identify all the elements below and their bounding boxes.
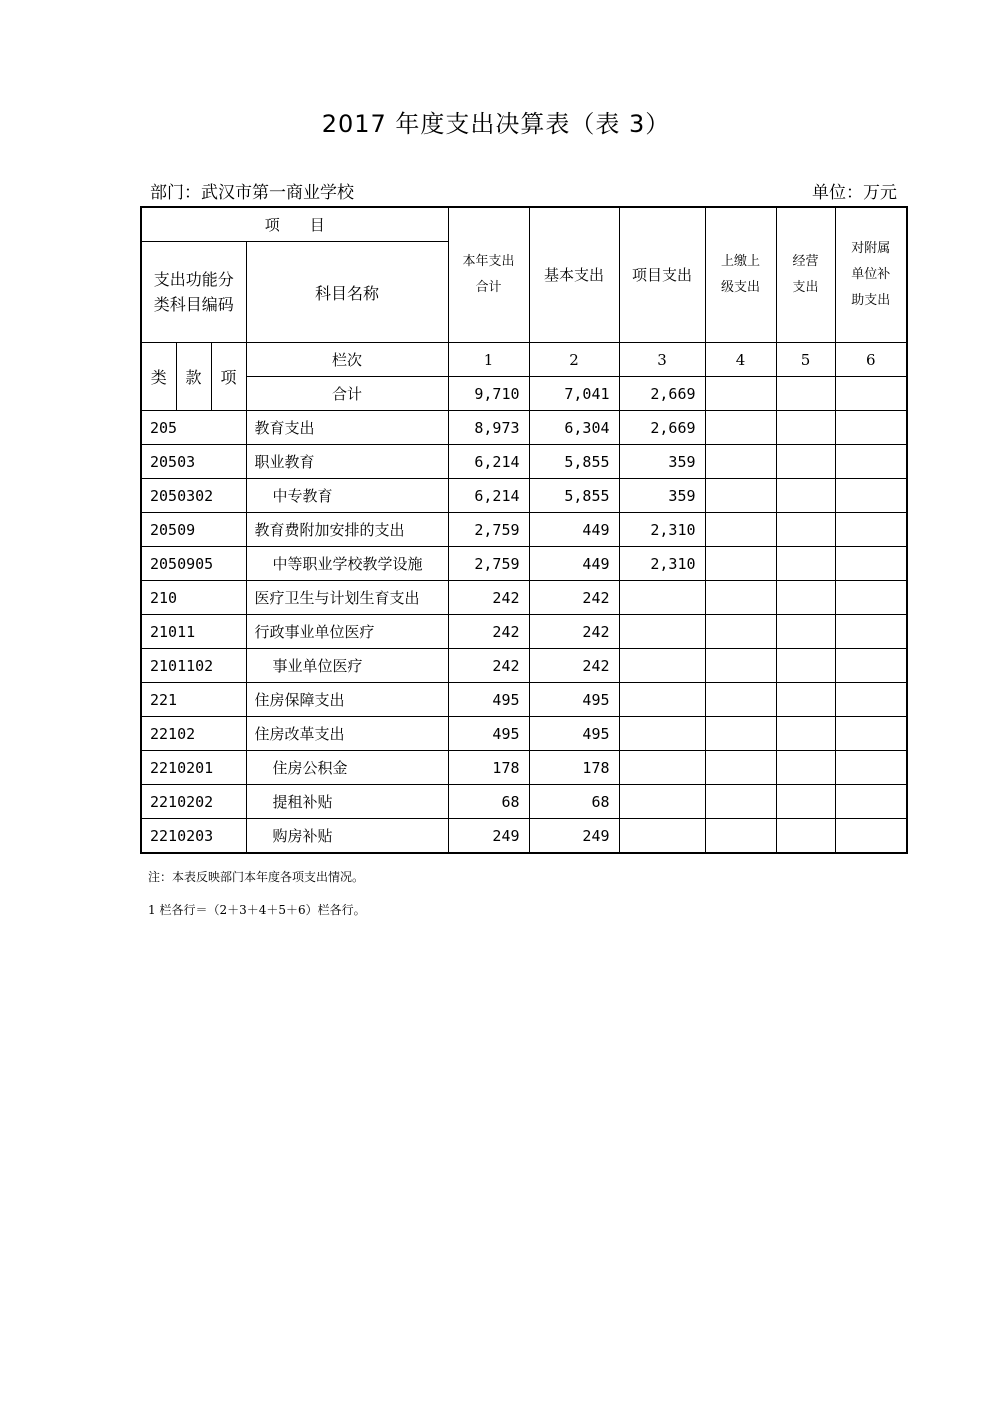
upper-cell xyxy=(705,513,776,547)
basic-cell: 7,041 xyxy=(529,377,619,411)
col-number: 2 xyxy=(529,343,619,377)
total-cell: 495 xyxy=(448,683,529,717)
upper-cell xyxy=(705,649,776,683)
project-cell: 2,310 xyxy=(619,513,705,547)
table-row xyxy=(141,717,907,751)
code-cell: 20503 xyxy=(141,445,246,479)
header-code-group: 支出功能分类科目编码 xyxy=(141,242,246,343)
expenditure-table xyxy=(140,206,908,854)
total-cell: 249 xyxy=(448,819,529,854)
basic-cell: 5,855 xyxy=(529,479,619,513)
total-label: 合计 xyxy=(246,377,448,411)
upper-cell xyxy=(705,479,776,513)
subsidiary-cell xyxy=(835,581,907,615)
basic-cell: 242 xyxy=(529,581,619,615)
total-cell: 9,710 xyxy=(448,377,529,411)
business-cell xyxy=(776,479,835,513)
table-row xyxy=(141,547,907,581)
basic-cell: 249 xyxy=(529,819,619,854)
total-cell: 6,214 xyxy=(448,445,529,479)
subject-name-cell: 教育费附加安排的支出 xyxy=(246,513,448,547)
total-cell: 68 xyxy=(448,785,529,819)
code-cell: 2050302 xyxy=(141,479,246,513)
page-title: 2017 年度支出决算表（表 3） xyxy=(321,110,671,138)
code-cell: 22102 xyxy=(141,717,246,751)
total-cell: 495 xyxy=(448,717,529,751)
project-cell xyxy=(619,649,705,683)
upper-cell xyxy=(705,581,776,615)
project-cell xyxy=(619,581,705,615)
subject-name-cell: 住房保障支出 xyxy=(246,683,448,717)
subject-name-cell: 住房公积金 xyxy=(246,751,448,785)
subsidiary-cell xyxy=(835,513,907,547)
basic-cell: 495 xyxy=(529,683,619,717)
department-label: 部门：武汉市第一商业学校 xyxy=(150,183,354,203)
upper-cell xyxy=(705,785,776,819)
subsidiary-cell xyxy=(835,785,907,819)
upper-cell xyxy=(705,751,776,785)
subsidiary-cell xyxy=(835,411,907,445)
table-row xyxy=(141,785,907,819)
upper-cell xyxy=(705,411,776,445)
upper-cell xyxy=(705,615,776,649)
upper-cell xyxy=(705,377,776,411)
total-cell: 242 xyxy=(448,649,529,683)
subject-name-cell: 教育支出 xyxy=(246,411,448,445)
header-xiang: 项 xyxy=(211,343,246,411)
col-number: 6 xyxy=(835,343,907,377)
header-col-basic: 基本支出 xyxy=(529,207,619,343)
header-kuan: 款 xyxy=(176,343,211,411)
total-cell: 8,973 xyxy=(448,411,529,445)
upper-cell xyxy=(705,717,776,751)
subject-name-cell: 购房补贴 xyxy=(246,819,448,854)
basic-cell: 5,855 xyxy=(529,445,619,479)
project-cell xyxy=(619,717,705,751)
table-row xyxy=(141,819,907,854)
table-row xyxy=(141,411,907,445)
table-row xyxy=(141,445,907,479)
basic-cell: 242 xyxy=(529,615,619,649)
header-col-business: 经营支出 xyxy=(776,207,835,343)
header-lei: 类 xyxy=(141,343,176,411)
header-subject-name: 科目名称 xyxy=(246,242,448,343)
subject-name-cell: 住房改革支出 xyxy=(246,717,448,751)
total-cell: 2,759 xyxy=(448,513,529,547)
basic-cell: 6,304 xyxy=(529,411,619,445)
project-cell xyxy=(619,615,705,649)
subject-name-cell: 医疗卫生与计划生育支出 xyxy=(246,581,448,615)
subject-name-cell: 中专教育 xyxy=(246,479,448,513)
col-number: 3 xyxy=(619,343,705,377)
project-cell xyxy=(619,785,705,819)
business-cell xyxy=(776,649,835,683)
table-row xyxy=(141,479,907,513)
subsidiary-cell xyxy=(835,445,907,479)
subject-name-cell: 提租补贴 xyxy=(246,785,448,819)
project-cell xyxy=(619,683,705,717)
total-cell: 6,214 xyxy=(448,479,529,513)
business-cell xyxy=(776,377,835,411)
table-row xyxy=(141,649,907,683)
subsidiary-cell xyxy=(835,615,907,649)
business-cell xyxy=(776,547,835,581)
subsidiary-cell xyxy=(835,479,907,513)
code-cell: 20509 xyxy=(141,513,246,547)
basic-cell: 449 xyxy=(529,513,619,547)
table-row xyxy=(141,683,907,717)
subsidiary-cell xyxy=(835,547,907,581)
subsidiary-cell xyxy=(835,377,907,411)
subject-name-cell: 行政事业单位医疗 xyxy=(246,615,448,649)
basic-cell: 449 xyxy=(529,547,619,581)
project-cell xyxy=(619,819,705,854)
business-cell xyxy=(776,411,835,445)
unit-label: 单位：万元 xyxy=(812,183,897,203)
business-cell xyxy=(776,785,835,819)
total-cell: 242 xyxy=(448,581,529,615)
business-cell xyxy=(776,513,835,547)
basic-cell: 178 xyxy=(529,751,619,785)
subject-name-cell: 中等职业学校教学设施 xyxy=(246,547,448,581)
subsidiary-cell xyxy=(835,717,907,751)
total-cell: 178 xyxy=(448,751,529,785)
business-cell xyxy=(776,445,835,479)
subsidiary-cell xyxy=(835,649,907,683)
basic-cell: 495 xyxy=(529,717,619,751)
note-line: 1 栏各行＝（2＋3＋4＋5＋6）栏各行。 xyxy=(148,903,366,917)
subject-name-cell: 事业单位医疗 xyxy=(246,649,448,683)
table-row xyxy=(141,581,907,615)
subsidiary-cell xyxy=(835,751,907,785)
upper-cell xyxy=(705,819,776,854)
business-cell xyxy=(776,615,835,649)
basic-cell: 242 xyxy=(529,649,619,683)
header-col-subsidiary: 对附属单位补助支出 xyxy=(835,207,907,343)
upper-cell xyxy=(705,547,776,581)
business-cell xyxy=(776,819,835,854)
business-cell xyxy=(776,751,835,785)
code-cell: 2050905 xyxy=(141,547,246,581)
header-col-upper: 上缴上级支出 xyxy=(705,207,776,343)
subsidiary-cell xyxy=(835,683,907,717)
project-cell: 2,669 xyxy=(619,411,705,445)
code-cell: 2210202 xyxy=(141,785,246,819)
upper-cell xyxy=(705,445,776,479)
code-cell: 2210201 xyxy=(141,751,246,785)
col-number: 1 xyxy=(448,343,529,377)
project-cell: 2,669 xyxy=(619,377,705,411)
project-cell: 359 xyxy=(619,445,705,479)
basic-cell: 68 xyxy=(529,785,619,819)
total-cell: 2,759 xyxy=(448,547,529,581)
col-number: 4 xyxy=(705,343,776,377)
project-cell xyxy=(619,751,705,785)
header-col-project: 项目支出 xyxy=(619,207,705,343)
table-row xyxy=(141,513,907,547)
code-cell: 205 xyxy=(141,411,246,445)
project-cell: 359 xyxy=(619,479,705,513)
table-row xyxy=(141,751,907,785)
subject-name-cell: 职业教育 xyxy=(246,445,448,479)
business-cell xyxy=(776,717,835,751)
code-cell: 210 xyxy=(141,581,246,615)
total-cell: 242 xyxy=(448,615,529,649)
subsidiary-cell xyxy=(835,819,907,854)
total-row xyxy=(141,377,907,411)
code-cell: 21011 xyxy=(141,615,246,649)
code-cell: 221 xyxy=(141,683,246,717)
note-line: 注：本表反映部门本年度各项支出情况。 xyxy=(148,870,365,884)
col-number: 5 xyxy=(776,343,835,377)
header-col-total: 本年支出合计 xyxy=(448,207,529,343)
business-cell xyxy=(776,683,835,717)
header-column-order: 栏次 xyxy=(246,343,448,377)
project-cell: 2,310 xyxy=(619,547,705,581)
table-row xyxy=(141,615,907,649)
code-cell: 2101102 xyxy=(141,649,246,683)
header-project: 项 目 xyxy=(141,207,448,242)
code-cell: 2210203 xyxy=(141,819,246,854)
business-cell xyxy=(776,581,835,615)
upper-cell xyxy=(705,683,776,717)
